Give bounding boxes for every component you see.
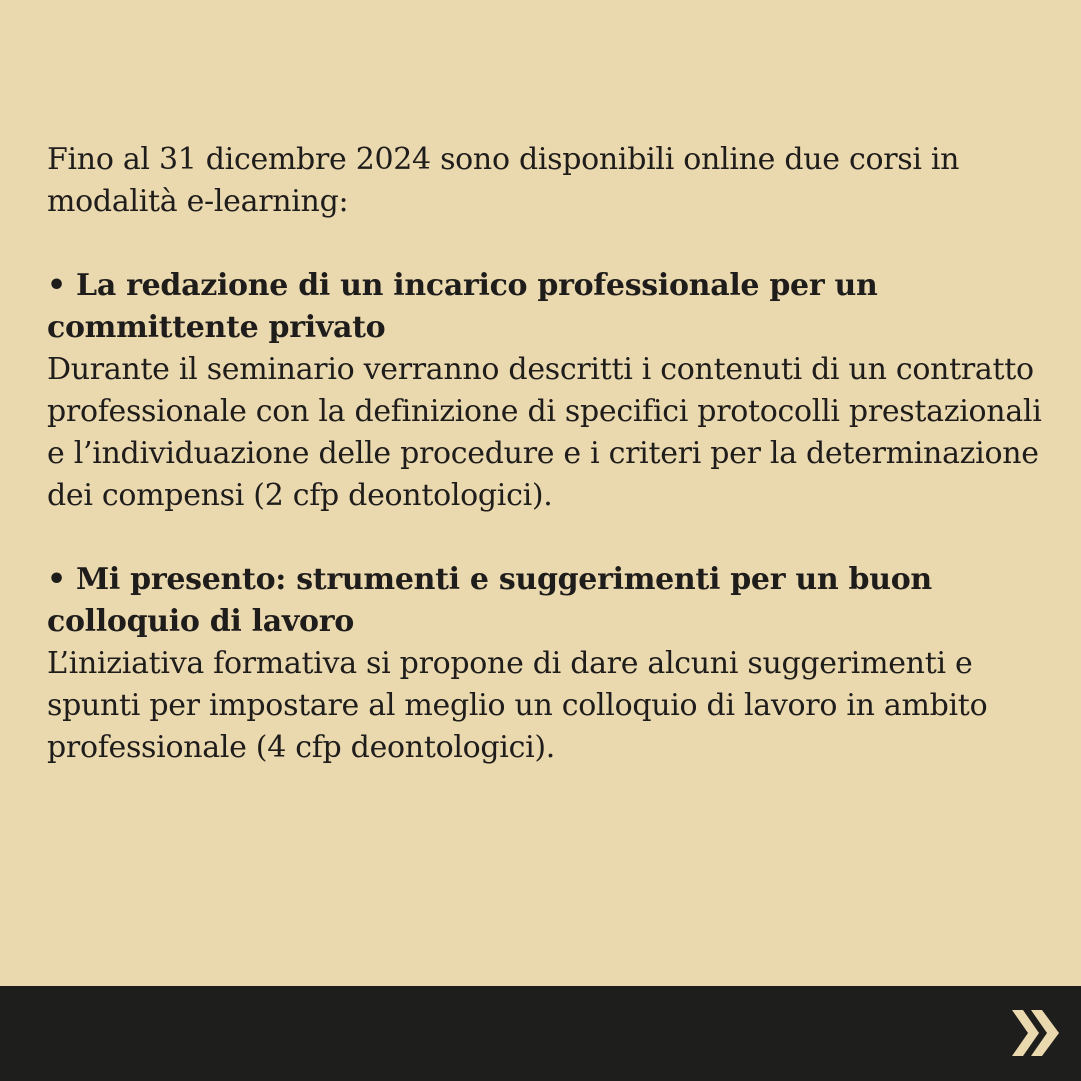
- footer-bar: [0, 986, 1081, 1081]
- course-item: [47, 559, 1057, 769]
- course-title: • Mi presento: strumenti e suggerimenti per un buon colloquio di lavoro: [47, 562, 932, 639]
- course-description: L’iniziativa formativa si propone di dare alcuni suggerimenti e spunti per impostare al meglio un colloquio di lavoro in ambito professionale (4 cfp deontologici).: [47, 646, 988, 765]
- course-title: • La redazione di un incarico professionale per un committente privato: [47, 268, 878, 345]
- content-area: [47, 139, 1057, 811]
- course-item: [47, 265, 1057, 517]
- course-description: Durante il seminario verranno descritti i contenuti di un contratto professionale con la definizione di specifici protocolli prestazionali e l’individuazione delle procedure e i criteri per la determinazione dei compensi (2 cfp deontologici).: [47, 352, 1042, 513]
- double-chevron-right-icon[interactable]: [1009, 1008, 1063, 1058]
- intro-text: Fino al 31 dicembre 2024 sono disponibili online due corsi in modalità e-learning:: [47, 142, 960, 219]
